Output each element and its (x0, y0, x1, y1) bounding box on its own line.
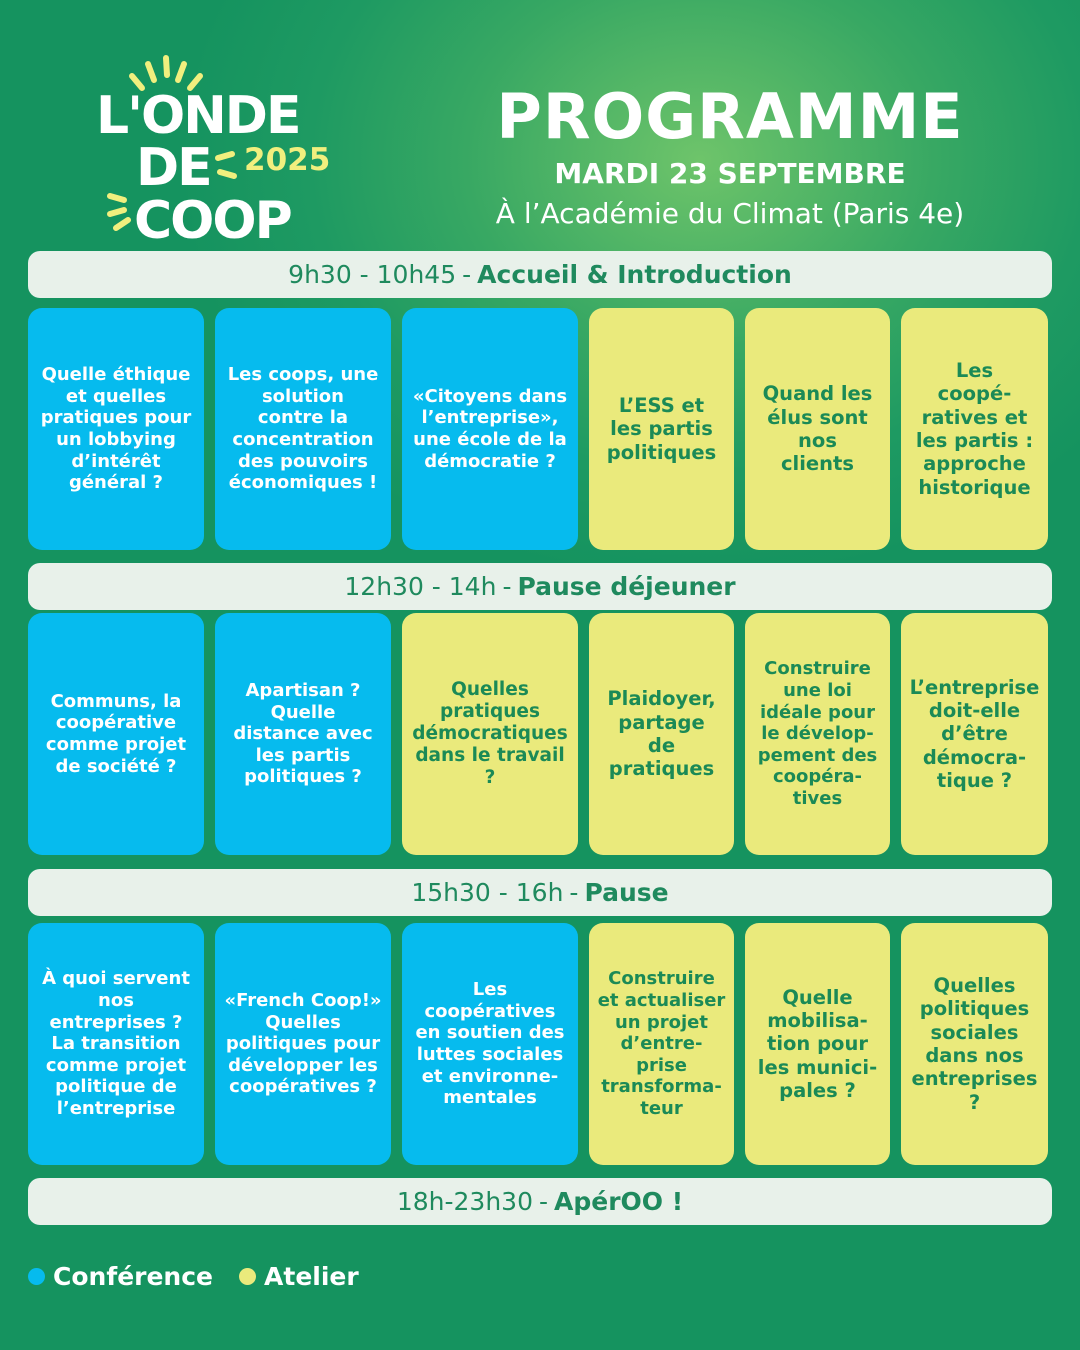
session-card (901, 613, 1048, 855)
slot-separator: - (538, 1187, 549, 1216)
session-title: Quelles pratiques démocratiques dans le travail ? (412, 678, 568, 789)
session-card (28, 613, 204, 855)
time-slot-bar (28, 563, 1052, 610)
slot-separator: - (462, 260, 472, 289)
legend-label: Atelier (264, 1262, 359, 1291)
atelier-dot-icon (239, 1268, 256, 1285)
session-card (215, 923, 391, 1165)
session-row (28, 613, 1052, 855)
session-title: «French Coop!» Quelles politiques pour développer les coopératives ? (224, 990, 382, 1098)
slot-label: Pause (584, 878, 669, 907)
session-title: Communs, la coopérative comme projet de société ? (45, 690, 187, 777)
session-row (28, 308, 1052, 550)
session-card (589, 923, 734, 1165)
session-card (745, 613, 890, 855)
session-card (402, 308, 578, 550)
session-card (901, 923, 1048, 1165)
session-card (402, 923, 578, 1165)
logo-text-line2 (136, 138, 211, 198)
session-title: Construire et actualiser un projet d’entre- prise transforma- teur (597, 968, 726, 1119)
session-card (215, 613, 391, 855)
time-slot-bar (28, 1178, 1052, 1225)
session-title: Quelles politiques sociales dans nos entreprises ? (911, 973, 1038, 1114)
session-card (215, 308, 391, 550)
session-title: Les coops, une solution contre la concentration des pouvoirs économiques ! (227, 364, 379, 494)
time-slot-bar (28, 251, 1052, 298)
legend (28, 1262, 385, 1291)
session-card (402, 613, 578, 855)
slot-separator: - (502, 572, 512, 601)
session-row (28, 923, 1052, 1165)
session-title: Quelle mobilisa- tion pour les munici- pales ? (757, 985, 878, 1103)
session-card (28, 308, 204, 550)
logo-year: 2025 (244, 142, 331, 178)
slot-separator: - (569, 878, 579, 907)
legend-item-conference (28, 1262, 213, 1291)
session-title: «Citoyens dans l’entreprise», une école de la démocratie ? (412, 385, 568, 472)
logo-text-line1: L'ONDE (96, 86, 300, 146)
header (460, 80, 1000, 230)
session-title: Les coopératives en soutien des luttes sociales et environne- mentales (415, 979, 565, 1109)
slot-label: Pause déjeuner (517, 572, 736, 601)
slot-time: 12h30 - 14h (344, 572, 497, 601)
logo-text-line3: COOP (134, 191, 291, 251)
session-card (28, 923, 204, 1165)
session-card (589, 613, 734, 855)
event-venue: À l’Académie du Climat (Paris 4e) (495, 197, 965, 230)
session-card (745, 308, 890, 550)
session-title: L’ESS et les partis politiques (606, 393, 717, 464)
session-card (901, 308, 1048, 550)
page-title: PROGRAMME (496, 80, 964, 153)
session-title: Apartisan ? Quelle distance avec les partis politiques ? (233, 680, 373, 788)
session-title: Quelle éthique et quelles pratiques pour un lobbying d’intérêt général ? (40, 364, 192, 494)
session-card (745, 923, 890, 1165)
legend-item-atelier (239, 1262, 359, 1291)
session-title: L’entreprise doit-elle d’être démocra- tique ? (909, 675, 1040, 793)
slot-label: ApérOO ! (554, 1187, 684, 1216)
session-title: Les coopé- ratives et les partis : approche historique (915, 358, 1034, 499)
logo-text-de: DE (136, 138, 211, 198)
session-title: Plaidoyer, partage de pratiques (607, 687, 716, 781)
logo (96, 50, 356, 251)
slot-time: 18h-23h30 (396, 1187, 533, 1216)
session-title: À quoi servent nos entreprises ? La transition comme projet politique de l’entreprise (42, 968, 190, 1119)
time-slot-bar (28, 869, 1052, 916)
conference-dot-icon (28, 1268, 45, 1285)
session-title: Construire une loi idéale pour le dévelop- pement des coopéra- tives (757, 658, 878, 809)
slot-time: 15h30 - 16h (411, 878, 564, 907)
legend-label: Conférence (53, 1262, 214, 1291)
slot-time: 9h30 - 10h45 (288, 260, 457, 289)
slot-label: Accueil & Introduction (477, 260, 792, 289)
session-title: Quand les élus sont nos clients (762, 382, 873, 476)
event-date: MARDI 23 SEPTEMBRE (554, 157, 906, 190)
session-card (589, 308, 734, 550)
